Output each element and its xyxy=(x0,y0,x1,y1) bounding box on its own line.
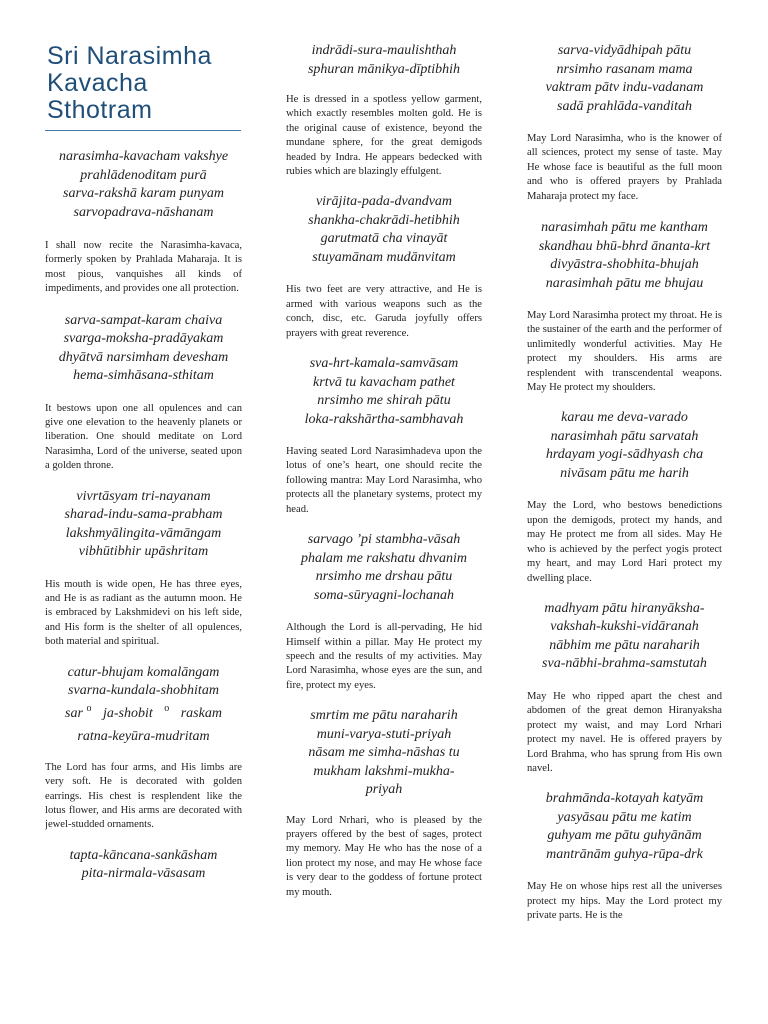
column-1 xyxy=(45,0,242,1024)
column-3 xyxy=(527,0,722,1024)
verse: brahmānda-kotayah katyām yasyāsau pātu me katim guhyam me pātu guhyānām mantrānām guhya-rūpa-drk xyxy=(545,791,704,862)
verse: karau me deva-varado narasimhah pātu sarvatah hrdayam yogi-sādhyash cha nivāsam pātu me harih xyxy=(545,410,704,481)
translation-paragraph: May Lord Nrhari, who is pleased by the prayers offered by the best of sages, protect my memory. May He who has the nose of a lion protect my nose, and may He whose face is very dear to the goddess of fortune protect my mouth. xyxy=(286,814,482,898)
verse: sarvago ’pi stambha-vāsah phalam me rakshatu dhvanim nrsimho me drshau pātu soma-sūryagni-lochanah xyxy=(300,532,468,603)
verse: tapta-kāncana-sankāsham pita-nirmala-vāsasam xyxy=(69,847,218,882)
translation-paragraph: I shall now recite the Narasimha-kavaca, formerly spoken by Prahlada Maharaja. It is most pious, vanquishes all kinds of impediments, and provides one all protection. xyxy=(45,240,242,295)
translation-paragraph: His two feet are very attractive, and He is armed with various weapons such as the conch, disc, etc. Garuda joyfully offers prayers with great reverence. xyxy=(286,284,482,339)
verse: narasimhah pātu me kantham skandhau bhū-bhrd ānanta-krt divyāstra-shobhita-bhujah narasimhah pātu me bhujau xyxy=(538,220,711,291)
verse-line-split: sar $^o$ ja-shobit $^o$ raskam xyxy=(65,702,222,721)
translation-paragraph: It bestows upon one all opulences and can give one elevation to the heavenly planets or liberation. One should meditate on Lord Narasimha, Lord of the universe, seated upon a golden throne. xyxy=(45,402,242,472)
verse: smrtim me pātu naraharih muni-varya-stuti-priyah nāsam me simha-nāshas tu mukham lakshmi-mukha- priyah xyxy=(308,708,460,798)
title-divider xyxy=(45,130,241,131)
verse: narasimha-kavacham vakshye prahlādenoditam purā sarva-rakshā karam punyam sarvopadrava-nāshanam xyxy=(58,149,229,220)
verse: sarva-sampat-karam chaiva svarga-moksha-pradāyakam dhyātvā narsimham devesham hema-simhāsana-sthitam xyxy=(58,312,229,384)
verse: virājita-pada-dvandvam shankha-chakrādi-hetibhih garutmatā cha vinayāt stuyamānam mudānvitam xyxy=(308,194,460,265)
verse: indrādi-sura-maulishthah sphuran mānikya-dīptibhih xyxy=(307,43,461,77)
translation-paragraph: May He who ripped apart the chest and abdomen of the great demon Hiranyaksha protect my waist, and may Lord Nrhari protect my navel. He is offered prayers by Lord Brahma, who has sprung from His own navel. xyxy=(527,690,722,774)
verse: madhyam pātu hiranyāksha- vakshah-kukshi-vidāranah nābhim me pātu naraharih sva-nābhi-brahma-samstutah xyxy=(542,600,707,672)
translation-paragraph: Having seated Lord Narasimhadeva upon the lotus of one’s heart, one should recite the following mantra: May Lord Narasimha, who protects all the planetary systems, protect my head. xyxy=(286,446,482,515)
translation-paragraph: Although the Lord is all-pervading, He hid Himself within a pillar. May He protect my speech and the results of my activities. May Lord Narasimha, whose eyes are the sun, and fire, protect my eyes. xyxy=(286,622,482,691)
verse: catur-bhujam komalāngam svarna-kundala-shobhitam sar $^o$ ja-shobit $^o$ raskam ratna-keyūra-mudritam xyxy=(45,664,242,747)
translation-paragraph: The Lord has four arms, and His limbs are very soft. He is decorated with golden earrings. His chest is resplendent like the lotus flower, and His arms are decorated with jewel-studded ornaments. xyxy=(45,761,242,831)
document-title: Sri Narasimha Kavacha Sthotram xyxy=(47,42,212,124)
verse: sva-hrt-kamala-samvāsam krtvā tu kavacham pathet nrsimho me shirah pātu loka-rakshārtha-sambhavah xyxy=(304,356,464,427)
translation-paragraph: May Lord Narasimha protect my throat. He is the sustainer of the earth and the performer of unlimitedly wonderful activities. May He protect my shoulders. His arms are resplendent with transcendental weapons. May He protect my shoulders. xyxy=(527,310,722,394)
translation-paragraph: May He on whose hips rest all the universes protect my hips. May the Lord protect my private parts. He is the xyxy=(527,881,722,922)
verse: sarva-vidyādhipah pātu nrsimho rasanam mama vaktram pātv indu-vadanam sadā prahlāda-vanditah xyxy=(545,43,704,114)
column-2 xyxy=(286,0,482,1024)
translation-paragraph: May the Lord, who bestows benedictions upon the demigods, protect my hands, and may He protect me from all sides. May He who is achieved by the perfect yogis protect my heart, and may Lord Hari protect my dwelling place. xyxy=(527,500,722,584)
translation-paragraph: May Lord Narasimha, who is the knower of all sciences, protect my sense of taste. May He whose face is beautiful as the full moon and who is offered prayers by Prahlada Maharaja protect my face. xyxy=(527,133,722,202)
translation-paragraph: He is dressed in a spotless yellow garment, which exactly resembles molten gold. He is the original cause of existence, beyond the mundane sphere, for the great demigods headed by Indra. He appears bedecked with rubies which are blazingly effulgent. xyxy=(286,94,482,178)
verse: vivrtāsyam tri-nayanam sharad-indu-sama-prabham lakshmyālingita-vāmāngam vibhūtibhir upāshritam xyxy=(64,488,223,560)
translation-paragraph: His mouth is wide open, He has three eyes, and He is as radiant as the autumn moon. He is embraced by Lakshmidevi on his left side, and His form is the shelter of all opulences, both material and spiritual. xyxy=(45,578,242,648)
